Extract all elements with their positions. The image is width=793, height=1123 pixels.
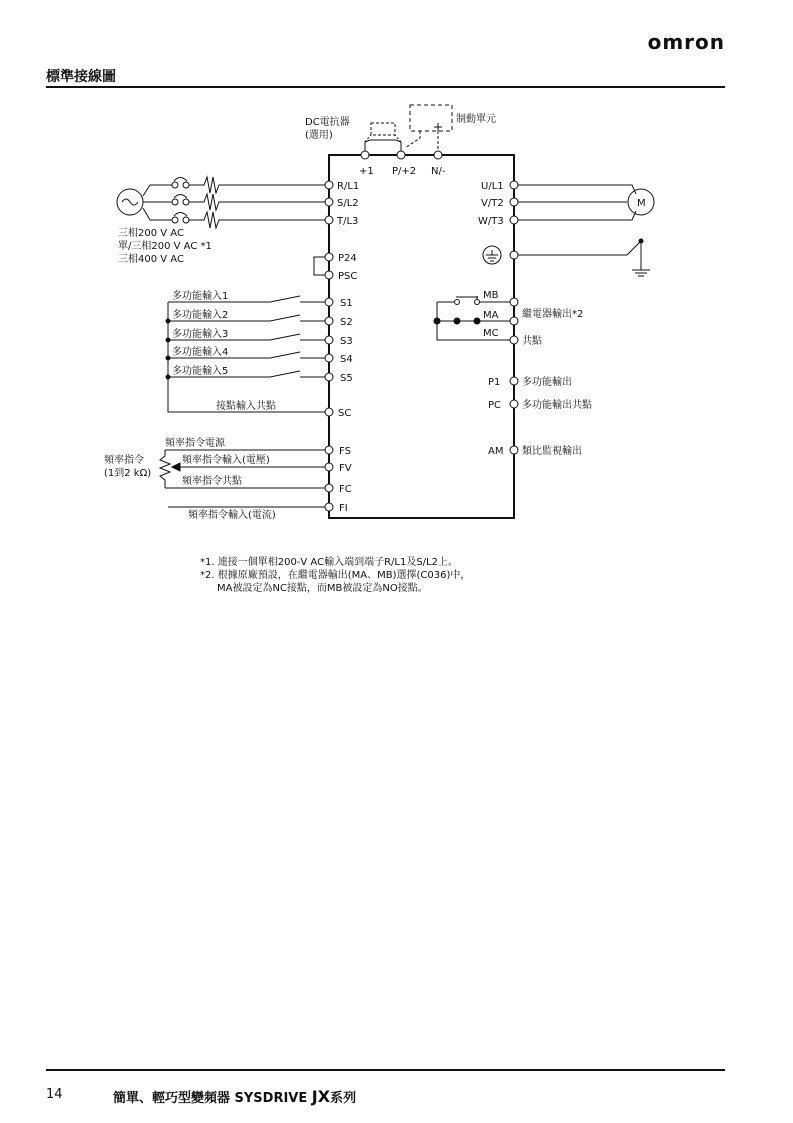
freq-common-label: 頻率指令共點: [182, 476, 242, 487]
terminal-label-sc: SC: [338, 408, 352, 419]
terminal-label-s1: S1: [340, 298, 353, 309]
terminal-label-s2: S2: [340, 317, 353, 328]
terminal-label-am: AM: [488, 446, 504, 457]
multi-input-5-label: 多功能輸入5: [172, 366, 229, 377]
footnotes: [200, 556, 470, 595]
freq-reference-label: 頻率指令: [104, 455, 144, 466]
input-line-1: [155, 177, 325, 193]
input-line-2: [155, 194, 325, 210]
power-supply-label-3: 三相400 V AC: [118, 254, 184, 265]
dc-reactor-wire: [365, 140, 401, 151]
terminal-label-ma: MA: [483, 310, 499, 321]
page-number: 14: [46, 1087, 63, 1102]
motor-label: M: [637, 198, 646, 209]
terminal-label-fc: FC: [339, 484, 352, 495]
omron-logo: omron: [647, 30, 725, 54]
terminal-label-fi: FI: [339, 503, 348, 514]
relay-contacts: [434, 296, 514, 340]
footnote-2-continued: MA被設定為NC接點，而MB被設定為NO接點。: [217, 583, 428, 594]
dc-reactor-optional: (選用): [305, 130, 333, 141]
footer-rule: [46, 1069, 725, 1071]
relay-output-label: 繼電器輸出*2: [522, 309, 584, 320]
footer-title: [113, 1087, 356, 1106]
terminal-label-mc: MC: [483, 328, 499, 339]
multi-output-common-label: 多功能輸出共點: [522, 400, 592, 411]
freq-current-input-label: 頻率指令輸入(電流): [188, 510, 276, 521]
motor-wires: [518, 185, 636, 220]
terminal-label-s4: S4: [340, 354, 353, 365]
freq-voltage-input-label: 頻率指令輸入(電壓): [182, 455, 270, 466]
terminal-label-vt2: V/T2: [481, 198, 504, 209]
analog-monitor-label: 類比監視輸出: [522, 446, 582, 457]
terminal-n: [434, 151, 442, 159]
terminal-label-p1: P1: [488, 377, 501, 388]
relay-common-label: 共點: [522, 336, 542, 347]
terminal-label-ul1: U/L1: [481, 181, 504, 192]
earth-icon: [632, 270, 650, 276]
terminal-label-psc: PSC: [338, 271, 358, 282]
multi-input-2-label: 多功能輸入2: [172, 310, 229, 321]
freq-source-label: 頻率指令電源: [165, 438, 225, 449]
dc-reactor-label: DC電抗器: [305, 117, 350, 128]
input-line-3: [155, 212, 325, 228]
terminal-label-plus1: +1: [359, 166, 374, 177]
multi-input-1-label: 多功能輸入1: [172, 291, 229, 302]
freq-reference-range: (1到2 kΩ): [104, 468, 152, 479]
terminal-plus1: [361, 151, 369, 159]
terminal-label-p2: P/+2: [392, 166, 417, 177]
dc-reactor-symbol: [371, 123, 395, 135]
footer-title-suffix: 系列: [330, 1091, 357, 1106]
terminal-label-n: N/-: [431, 166, 446, 177]
terminal-p2: [397, 151, 405, 159]
footer-title-prefix: 簡單、輕巧型變頻器 SYSDRIVE: [113, 1091, 312, 1106]
p24-psc-jumper: [314, 257, 325, 275]
contact-input-common-label: 接點輸入共點: [216, 401, 276, 412]
terminal-label-fs: FS: [339, 446, 351, 457]
terminal-label-s3: S3: [340, 336, 353, 347]
terminal-label-wt3: W/T3: [478, 216, 504, 227]
terminal-label-s5: S5: [340, 373, 353, 384]
terminal-label-tl3: T/L3: [337, 216, 359, 227]
terminal-label-p24: P24: [338, 253, 357, 264]
multi-input-4-label: 多功能輸入4: [172, 347, 229, 358]
ground-wire: [518, 241, 641, 270]
braking-unit-label: 制動單元: [456, 114, 496, 125]
terminal-label-sl2: S/L2: [337, 198, 359, 209]
footnote-1: *1. 連接一個單相200-V AC輸入端到端子R/L1及S/L2上。: [200, 557, 458, 568]
section-title: 標準接線圖: [46, 69, 116, 85]
terminal-label-pc: PC: [488, 400, 502, 411]
braking-unit-box: [410, 105, 452, 131]
footer-title-jx: JX: [311, 1087, 331, 1106]
ac-source-sine: [122, 199, 138, 205]
power-supply-label-2: 單/三相200 V AC *1: [118, 241, 212, 252]
terminal-label-rl1: R/L1: [337, 181, 360, 192]
multi-output-label: 多功能輸出: [522, 377, 572, 388]
footnote-2: *2. 根據原廠預設，在繼電器輸出(MA、MB)選擇(C036)中，: [200, 570, 471, 581]
power-supply-label-1: 三相200 V AC: [118, 228, 184, 239]
terminal-label-fv: FV: [339, 463, 352, 474]
terminal-label-mb: MB: [483, 290, 499, 301]
multi-input-3-label: 多功能輸入3: [172, 329, 229, 340]
